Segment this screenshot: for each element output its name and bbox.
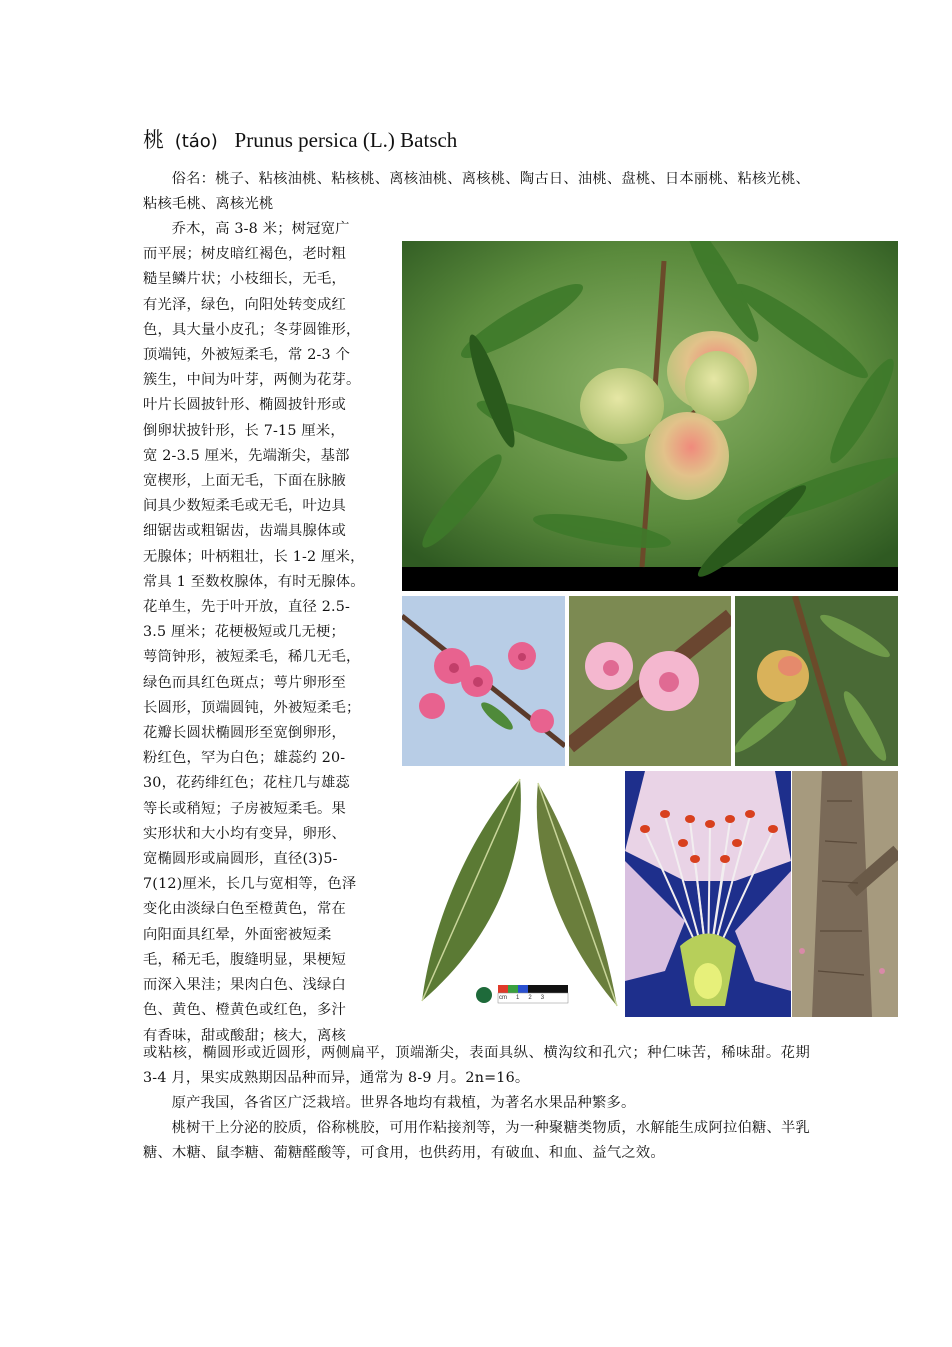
description-line: 花单生，先于叶开放，直径 2.5- [143,599,351,616]
description-line: 3.5 厘米；花梗极短或几无梗； [143,624,346,641]
photo-flower-dissection [625,771,791,1017]
photo-blossoms-sky [402,596,565,766]
title-chinese: 桃 [143,128,164,152]
common-names-paragraph: 俗名：桃子、粘核油桃、粘核桃、离核油桃、离核桃、陶古日、油桃、盘桃、日本丽桃、粘核光桃、粘核毛桃、离核光桃 [143,171,810,213]
description-line: 间具少数短柔毛或无毛，叶边具 [143,498,346,515]
description-line: 倒卵状披针形，长 7-15 厘米， [143,422,345,439]
photo-leaves-specimen [402,771,624,1017]
description-line: 色，具大量小皮孔；冬芽圆锥形， [143,321,361,338]
description-line: 叶片长圆披针形、椭圆披针形或 [143,397,346,414]
description-line: 顶端钝，外被短柔毛，常 2-3 个 [143,347,351,364]
scale-bar-tick: 3 [540,995,545,1001]
photo-young-fruit [735,596,898,766]
scale-bar-tick: 1 [516,995,520,1001]
description-line: 7(12)厘米，长几与宽相等，色泽 [143,876,357,893]
description-line: 毛，稀无毛，腹缝明显，果梗短 [143,951,346,968]
title-pinyin: (táo) [174,131,218,152]
description-line: 长圆形，顶端圆钝，外被短柔毛； [143,699,361,716]
scale-bar-tick: 2 [528,995,532,1001]
page-title [143,124,457,158]
description-line: 无腺体；叶柄粗壮，长 1-2 厘米， [143,548,365,565]
peach-gum-paragraph: 桃树干上分泌的胶质，俗称桃胶，可用作粘接剂等，为一种聚糖类物质，水解能生成阿拉伯糖、半乳糖、木糖、鼠李糖、葡糖醛酸等，可食用，也供药用，有破血、和血、益气之效。 [143,1120,810,1162]
description-line: 宽 2-3.5 厘米，先端渐尖，基部 [143,447,350,464]
description-line: 绿色而具红色斑点；萼片卵形至 [143,674,346,691]
description-tail-paragraph: 或粘核，椭圆形或近圆形，两侧扁平，顶端渐尖，表面具纵、横沟纹和孔穴；种仁味苦，稀味甜。花期 3-4 月，果实成熟期因品种而异，通常为 8-9 月。2n=16。 [143,1045,810,1087]
photo-blossom-closeup [569,596,731,766]
description-line: 萼筒钟形，被短柔毛，稀几无毛， [143,649,361,666]
photo-tree-bark [792,771,898,1017]
description-line: 30，花药绯红色；花柱几与雄蕊 [143,775,351,792]
description-line: 细锯齿或粗锯齿，齿端具腺体或 [143,523,346,540]
description-line: 色、黄色、橙黄色或红色，多汁 [143,1002,346,1019]
distribution-paragraph: 原产我国，各省区广泛栽培。世界各地均有栽植，为著名水果品种繁多。 [171,1095,636,1111]
description-line: 有香味，甜或酸甜；核大，离核 [143,1027,346,1044]
description-line: 乔木，高 3-8 米；树冠宽广 [171,221,350,237]
description-line: 而平展；树皮暗红褐色，老时粗 [143,246,346,263]
description-line: 而深入果洼；果肉白色、浅绿白 [143,977,346,994]
description-line: 糙呈鳞片状；小枝细长，无毛， [143,271,346,288]
description-line: 常具 1 至数枚腺体，有时无腺体。 [143,573,365,590]
description-line: 花瓣长圆状椭圆形至宽倒卵形， [143,725,346,742]
description-line: 宽椭圆形或扁圆形，直径(3)5- [143,851,338,868]
description-line: 变化由淡绿白色至橙黄色，常在 [143,901,346,918]
photo-peach-fruits [402,241,898,591]
description-line: 有光泽，绿色，向阳处转变成红 [143,296,346,313]
scale-bar-unit: cm [499,995,507,1001]
description-line: 向阳面具红晕，外面密被短柔 [143,926,332,943]
description-line: 等长或稍短；子房被短柔毛。果 [143,800,346,817]
description-line: 簇生，中间为叶芽，两侧为花芽。 [143,372,361,389]
description-line: 粉红色，罕为白色；雄蕊约 20- [143,750,346,767]
description-line: 实形状和大小均有变异，卵形、 [143,825,346,842]
title-latin-name: Prunus persica (L.) Batsch [234,128,458,152]
description-narrow-column [143,217,379,1049]
scale-bar [499,993,569,1003]
description-line: 宽楔形，上面无毛，下面在脉腋 [143,473,346,490]
